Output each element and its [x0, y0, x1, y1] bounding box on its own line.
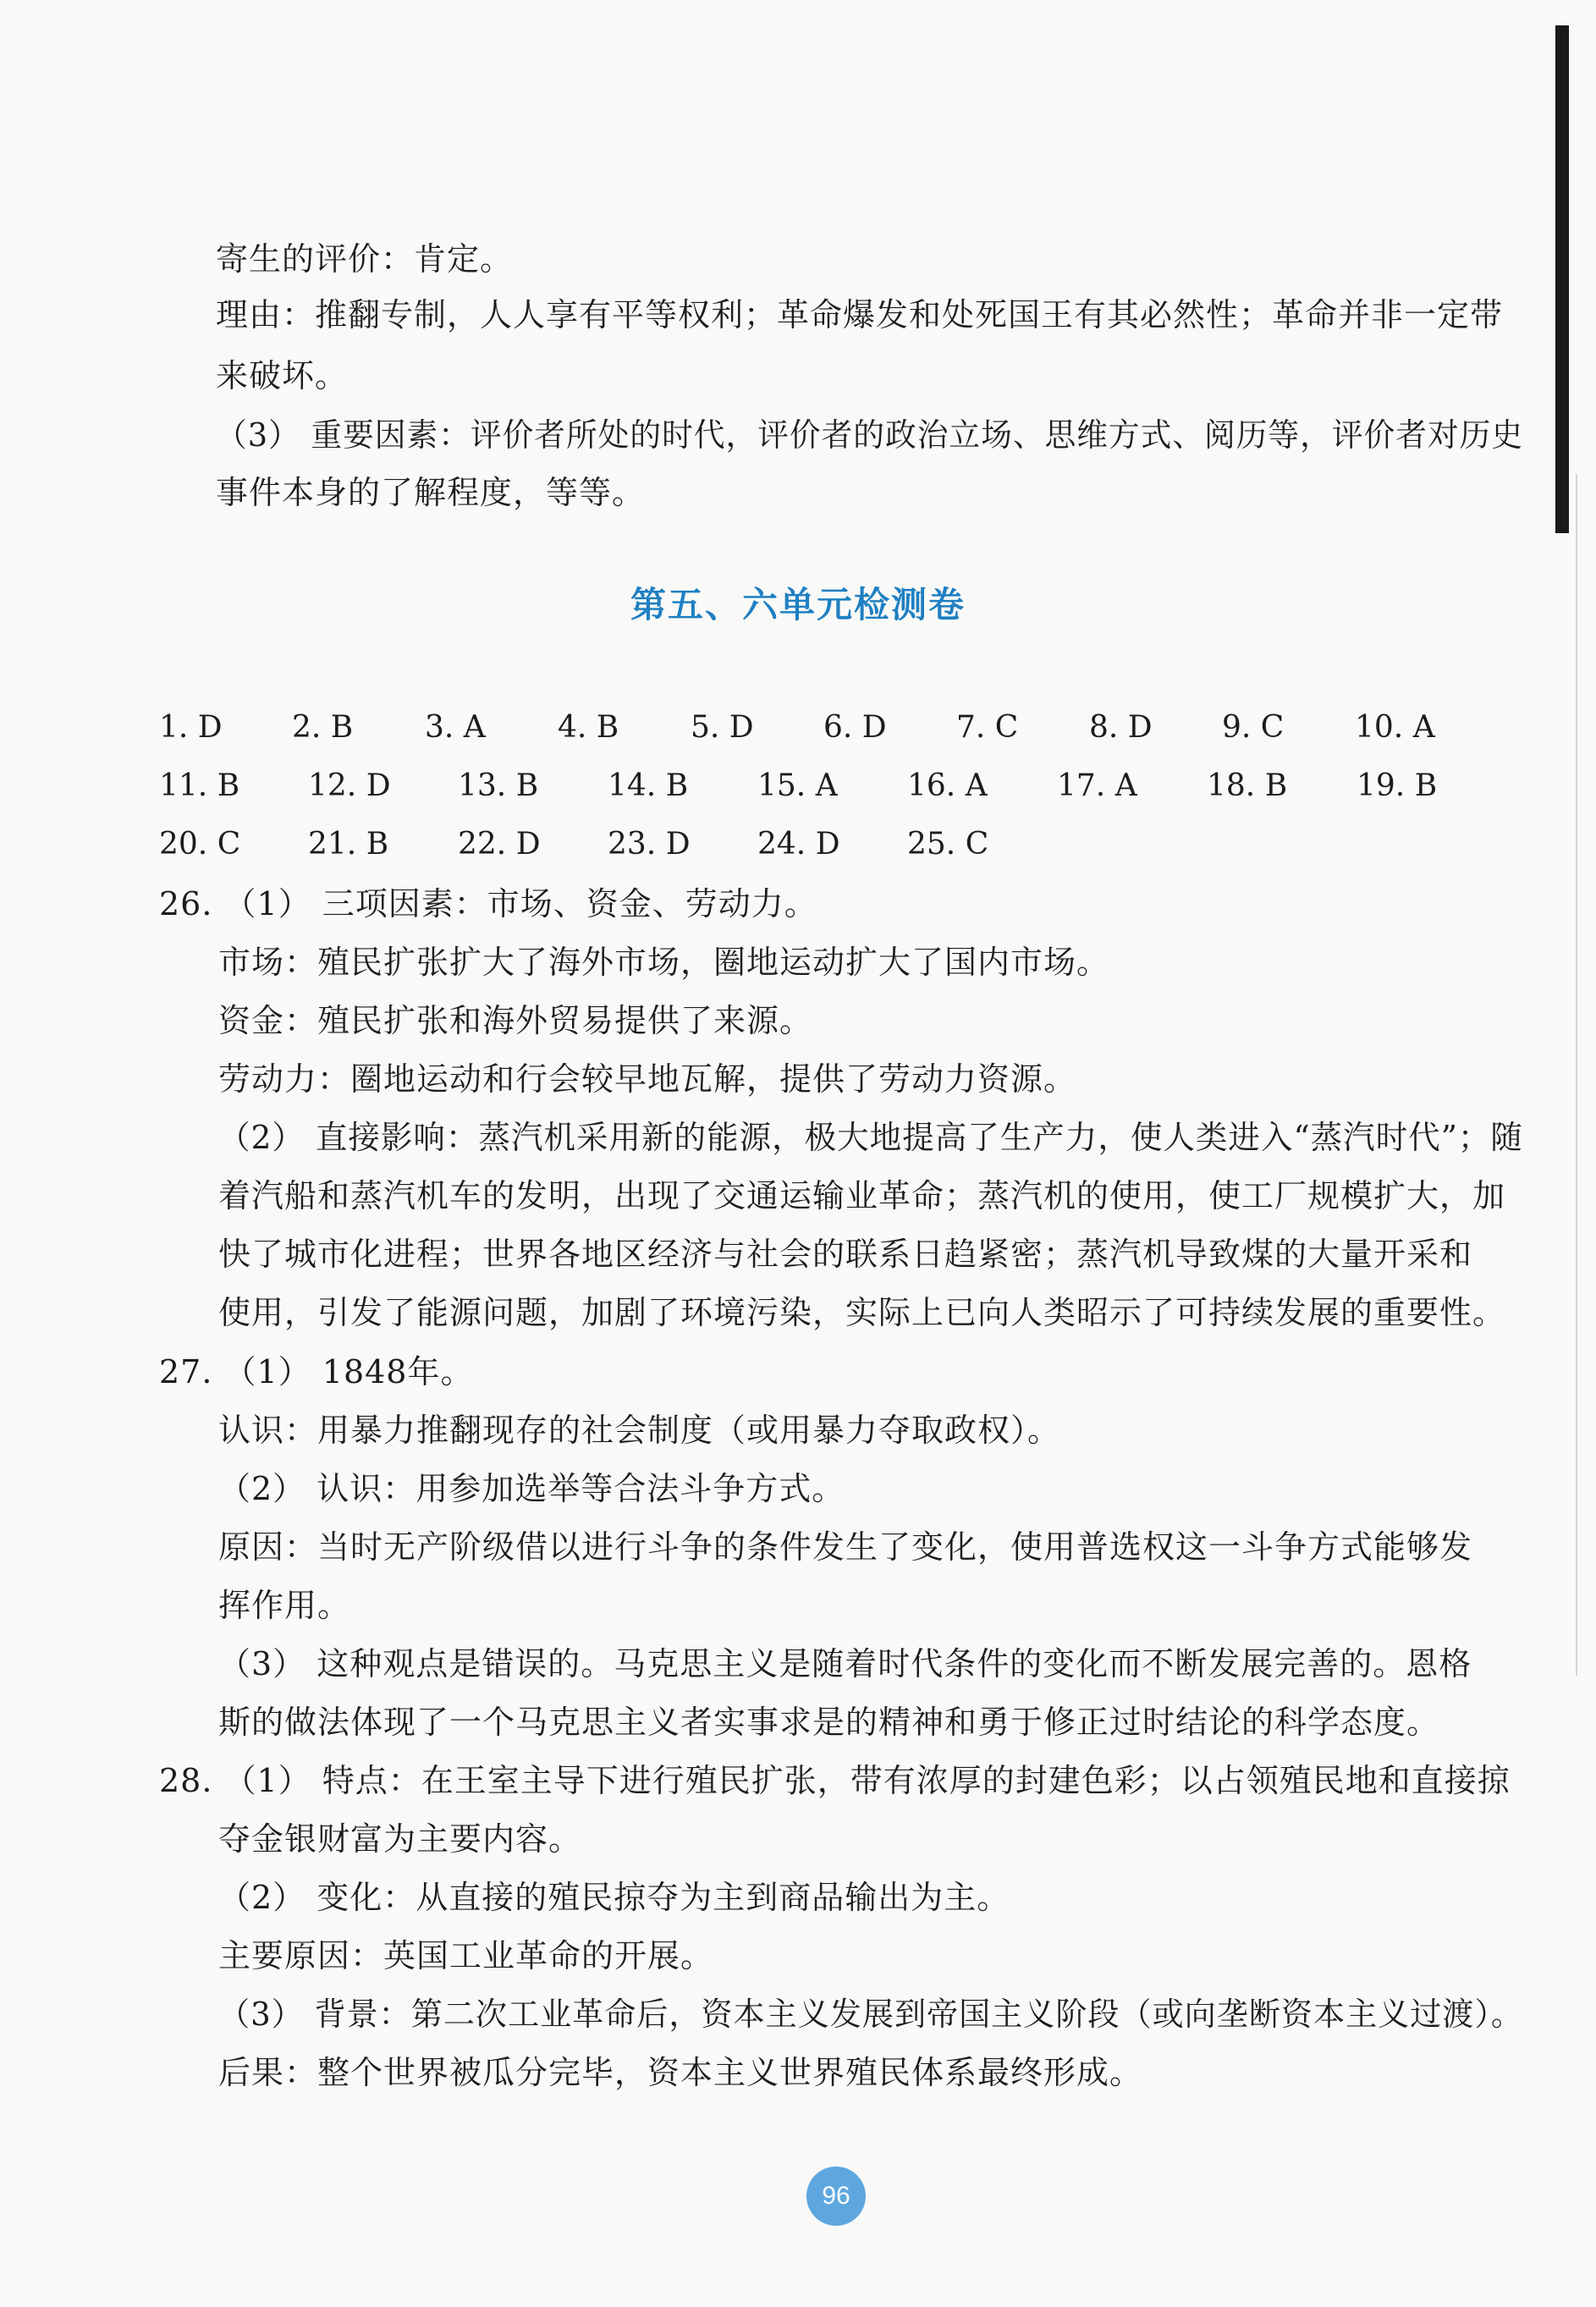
- answer-line-21: 后果：整个世界被瓜分完毕，资本主义世界殖民体系最终形成。: [218, 2054, 1143, 2091]
- intro-line-3: 来破坏。: [216, 357, 349, 394]
- answer-line-12: 原因：当时无产阶级借以进行斗争的条件发生了变化，使用普选权这一斗争方式能够发: [218, 1528, 1473, 1566]
- choice-25: 25. C: [907, 827, 989, 862]
- intro-line-2: 理由：推翻专制，人人享有平等权利；革命爆发和处死国王有其必然性；革命并非一定带: [216, 296, 1504, 333]
- scan-edge-bar: [1555, 25, 1569, 533]
- answer-line-19: 主要原因：英国工业革命的开展。: [218, 1937, 714, 1974]
- choice-1: 1. D: [159, 710, 223, 745]
- answer-line-6: 着汽船和蒸汽机车的发明，出现了交通运输业革命；蒸汽机的使用，使工厂规模扩大，加: [218, 1177, 1506, 1214]
- choice-5: 5. D: [691, 710, 754, 745]
- choice-16: 16. A: [907, 768, 988, 803]
- page-number: 96: [822, 2182, 850, 2210]
- choice-8: 8. D: [1089, 710, 1153, 745]
- choice-11: 11. B: [159, 768, 240, 803]
- answer-line-8: 使用，引发了能源问题，加剧了环境污染，实际上已向人类昭示了可持续发展的重要性。: [218, 1294, 1506, 1331]
- answer-line-20: （3） 背景：第二次工业革命后，资本主义发展到帝国主义阶段（或向垄断资本主义过渡）。: [218, 1996, 1523, 2033]
- answer-line-4: 劳动力：圈地运动和行会较早地瓦解，提供了劳动力资源。: [218, 1060, 1077, 1098]
- choice-10: 10. A: [1355, 710, 1435, 745]
- answer-line-9: 27. （1） 1848年。: [159, 1353, 474, 1390]
- answer-line-13: 挥作用。: [218, 1587, 351, 1624]
- choice-13: 13. B: [458, 768, 539, 803]
- choice-12: 12. D: [308, 768, 391, 803]
- intro-line-4: （3） 重要因素：评价者所处的时代，评价者的政治立场、思维方式、阅历等，评价者对历史: [216, 416, 1524, 454]
- choice-18: 18. B: [1207, 768, 1288, 803]
- answer-line-3: 资金：殖民扩张和海外贸易提供了来源。: [218, 1002, 813, 1039]
- section-title: 第五、六单元检测卷: [630, 584, 966, 625]
- choice-20: 20. C: [159, 827, 241, 862]
- answer-line-15: 斯的做法体现了一个马克思主义者实事求是的精神和勇于修正过时结论的科学态度。: [218, 1704, 1440, 1741]
- choice-6: 6. D: [823, 710, 887, 745]
- answer-line-10: 认识：用暴力推翻现存的社会制度（或用暴力夺取政权）。: [218, 1412, 1061, 1449]
- answer-line-18: （2） 变化：从直接的殖民掠夺为主到商品输出为主。: [218, 1879, 1010, 1916]
- choice-9: 9. C: [1222, 710, 1285, 745]
- choice-17: 17. A: [1057, 768, 1137, 803]
- answer-line-11: （2） 认识：用参加选举等合法斗争方式。: [218, 1470, 845, 1507]
- choice-14: 14. B: [608, 768, 689, 803]
- answer-line-17: 夺金银财富为主要内容。: [218, 1820, 582, 1858]
- choice-23: 23. D: [608, 827, 691, 862]
- answer-line-2: 市场：殖民扩张扩大了海外市场，圈地运动扩大了国内市场。: [218, 944, 1110, 981]
- intro-line-5: 事件本身的了解程度，等等。: [216, 474, 646, 511]
- choice-2: 2. B: [292, 710, 354, 745]
- page-number-badge: [806, 2167, 866, 2226]
- choice-7: 7. C: [956, 710, 1019, 745]
- choice-21: 21. B: [308, 827, 389, 862]
- answer-line-16: 28. （1） 特点：在王室主导下进行殖民扩张，带有浓厚的封建色彩；以占领殖民地和直接掠: [159, 1762, 1511, 1799]
- choice-24: 24. D: [757, 827, 840, 862]
- intro-line-1: 寄生的评价：肯定。: [216, 240, 514, 278]
- choice-22: 22. D: [458, 827, 541, 862]
- answer-line-5: （2） 直接影响：蒸汽机采用新的能源，极大地提高了生产力，使人类进入“蒸汽时代”；随: [218, 1119, 1523, 1156]
- scan-edge-line: [1576, 474, 1577, 1676]
- answer-line-14: （3） 这种观点是错误的。马克思主义是随着时代条件的变化而不断发展完善的。恩格: [218, 1645, 1472, 1682]
- choice-19: 19. B: [1357, 768, 1438, 803]
- choice-4: 4. B: [558, 710, 619, 745]
- choice-15: 15. A: [757, 768, 838, 803]
- answer-line-1: 26. （1） 三项因素：市场、资金、劳动力。: [159, 885, 817, 922]
- answer-line-7: 快了城市化进程；世界各地区经济与社会的联系日趋紧密；蒸汽机导致煤的大量开采和: [218, 1236, 1473, 1273]
- choice-3: 3. A: [425, 710, 486, 745]
